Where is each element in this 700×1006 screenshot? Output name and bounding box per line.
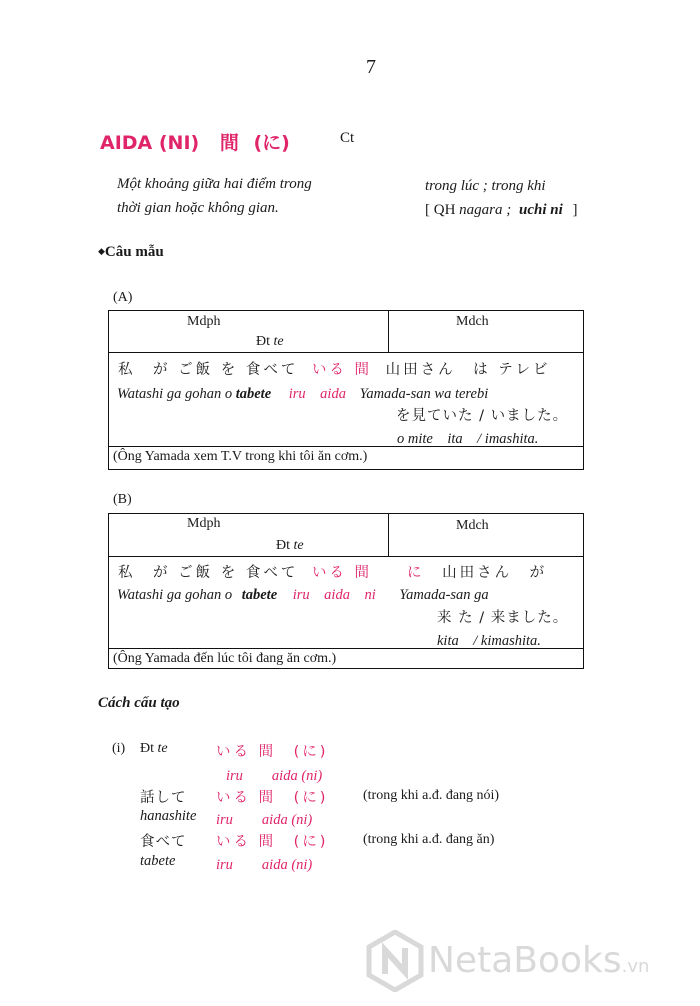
entry-heading [100, 128, 290, 155]
structure-row2-gloss: (trong khi a.đ. đang nói) [363, 788, 500, 803]
structure-row2-japanese-pink: いる 間 (に) [216, 790, 329, 806]
example-a-japanese: 私 が ご飯 を 食べて いる 間 山田さん は テレビ [118, 362, 551, 378]
definition-reference [425, 202, 578, 219]
definition-line-1: Một khoảng giữa hai điểm trong [117, 176, 312, 192]
example-b-mdph: Mdph [187, 516, 221, 531]
definition-line-2: thời gian hoặc không gian. [117, 200, 279, 216]
heading-romaji: AIDA (NI) [100, 132, 200, 154]
example-b-translation: (Ông Yamada đến lúc tôi đang ăn cơm.) [113, 651, 337, 666]
section-sample-title: ◆Câu mẫu [98, 244, 164, 260]
example-b-divider-clauses [388, 513, 389, 556]
example-a-divider-header [108, 352, 584, 353]
netabooks-logo-icon [366, 930, 424, 992]
example-a-romaji-line2: o mite ita / imashita. [397, 431, 539, 447]
example-b-label: (B) [113, 492, 132, 507]
structure-index: (i) [112, 741, 126, 756]
structure-row3-japanese-pink: いる 間 (に) [216, 834, 329, 850]
example-a-divider-clauses [388, 310, 389, 352]
example-b-japanese-line2: 来 た / 来ました。 [437, 610, 569, 626]
example-a-mdch: Mdch [456, 314, 489, 329]
example-b-japanese: 私 が ご飯 を 食べて いる 間 に 山田さん が [118, 565, 548, 581]
structure-row1-left: Đt te [140, 741, 168, 756]
structure-row2-romaji-pink: iru aida (ni) [216, 812, 313, 828]
ref-close: ] [572, 202, 578, 218]
example-b-mdch: Mdch [456, 518, 489, 533]
example-b-romaji: Watashi ga gohan o tabete iru aida ni Yamada-san ga [117, 587, 489, 603]
example-a-label: (A) [113, 290, 133, 305]
section-structure-title: Cách cấu tạo [98, 695, 180, 711]
example-a-mdph: Mdph [187, 314, 221, 329]
heading-tag: Ct [340, 130, 355, 146]
structure-row1-romaji: iru aida (ni) [226, 768, 323, 784]
structure-row3-japanese: 食べて [140, 834, 187, 850]
structure-row2-japanese: 話して [140, 790, 187, 806]
structure-row3-romaji-pink: iru aida (ni) [216, 857, 313, 873]
structure-row3-gloss: (trong khi a.đ. đang ăn) [363, 832, 495, 847]
definition-meaning: trong lúc ; trong khi [425, 178, 546, 194]
ref-open: [ QH [425, 202, 456, 218]
ref-uchini: uchi ni [519, 202, 563, 218]
example-b-dt: Đt te [276, 538, 304, 553]
example-a-translation: (Ông Yamada xem T.V trong khi tôi ăn cơm.) [113, 449, 368, 464]
structure-row3-romaji: tabete [140, 853, 176, 869]
example-b-romaji-line2: kita / kimashita. [437, 633, 541, 649]
example-a-japanese-line2: を見ていた / いました。 [396, 408, 569, 424]
page-number: 7 [366, 56, 376, 78]
watermark-text: NetaBooks.vn [428, 940, 650, 981]
diamond-bullet-icon: ◆ [98, 246, 105, 256]
example-b-divider-header [108, 556, 584, 557]
heading-kanji: 間 [219, 132, 239, 154]
example-a-dt: Đt te [256, 334, 284, 349]
ref-nagara: nagara ; [459, 202, 512, 218]
watermark [366, 930, 424, 992]
example-a-romaji: Watashi ga gohan o tabete iru aida Yamada-san wa terebi [117, 386, 489, 402]
structure-row1-japanese: いる 間 (に) [216, 744, 329, 760]
structure-row2-romaji: hanashite [140, 808, 197, 824]
heading-particle: (に) [253, 132, 290, 154]
